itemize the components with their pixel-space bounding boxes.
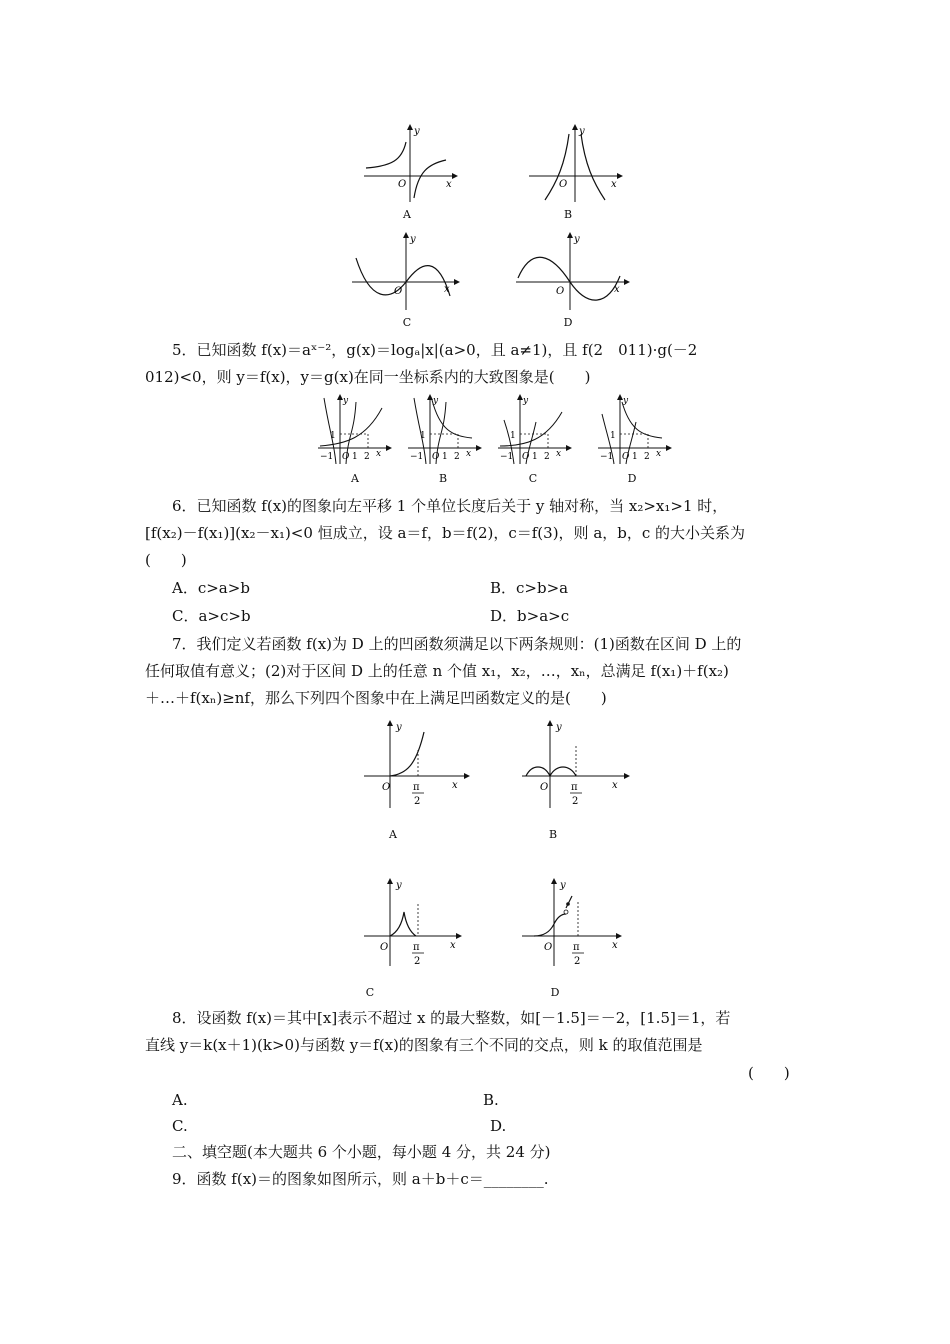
q5-graph-d	[596, 394, 672, 466]
svg-text:y: y	[396, 880, 402, 891]
svg-text:2: 2	[544, 452, 550, 462]
q5-label-c: C	[528, 472, 538, 485]
svg-text:x: x	[611, 179, 617, 190]
svg-text:π: π	[413, 942, 420, 953]
q8-option-d: D.	[490, 1117, 507, 1135]
svg-text:y: y	[574, 234, 580, 245]
svg-text:y: y	[433, 396, 439, 406]
q6-option-c: C．a>c>b	[172, 607, 251, 625]
svg-text:y: y	[410, 234, 416, 245]
svg-text:x: x	[612, 940, 618, 951]
svg-text:−1: −1	[600, 452, 614, 462]
svg-text:O: O	[544, 942, 553, 953]
q4-label-d: D	[563, 316, 573, 329]
svg-text:1: 1	[442, 452, 448, 462]
svg-text:2: 2	[414, 796, 421, 807]
q7-graph-a	[362, 720, 472, 810]
svg-text:y: y	[623, 396, 629, 406]
svg-text:−1: −1	[500, 452, 514, 462]
q7-line-3: ＋…＋f(xₙ)≥nf，那么下列四个图象中在上满足凹函数定义的是( )	[145, 689, 607, 707]
svg-text:y: y	[343, 396, 349, 406]
q6-option-d: D．b>a>c	[490, 607, 570, 625]
q7-line-2: 任何取值有意义；(2)对于区间 D 上的任意 n 个值 x₁，x₂，…，xₙ，总满足 f(x₁)＋f(x₂)	[145, 662, 729, 680]
svg-text:O: O	[432, 452, 440, 462]
svg-text:1: 1	[510, 431, 516, 441]
svg-text:π: π	[571, 782, 578, 793]
x-axis-label: x	[446, 179, 452, 190]
svg-text:−1: −1	[410, 452, 424, 462]
svg-text:x: x	[376, 449, 382, 459]
q4-graph-c	[350, 232, 460, 312]
svg-text:π: π	[573, 942, 580, 953]
svg-text:1: 1	[610, 431, 616, 441]
svg-text:2: 2	[644, 452, 650, 462]
q6-option-b: B．c>b>a	[490, 579, 569, 597]
q4-label-b: B	[563, 208, 573, 221]
svg-text:2: 2	[454, 452, 460, 462]
svg-text:x: x	[614, 284, 620, 295]
q5-label-d: D	[627, 472, 637, 485]
svg-text:O: O	[556, 286, 565, 297]
q5-graph-b	[406, 394, 482, 466]
q7-label-d: D	[550, 986, 560, 999]
svg-text:1: 1	[632, 452, 638, 462]
q4-label-c: C	[402, 316, 412, 329]
q6-option-a: A．c>a>b	[172, 579, 250, 597]
q8-option-b: B.	[483, 1091, 499, 1109]
q8-line-1: 8．设函数 f(x)＝其中[x]表示不超过 x 的最大整数，如[－1.5]＝－2，[1.5]＝1，若	[172, 1009, 731, 1027]
svg-text:O: O	[559, 179, 568, 190]
q4-graph-a	[362, 124, 458, 204]
y-axis-label: y	[414, 126, 420, 137]
q4-graph-d	[514, 232, 630, 312]
q9-text: 9．函数 f(x)＝的图象如图所示，则 a＋b＋c＝________.	[172, 1170, 549, 1188]
q5-graph-c	[496, 394, 572, 466]
svg-text:π: π	[413, 782, 420, 793]
q6-line-3: ( )	[145, 551, 187, 569]
svg-text:2: 2	[572, 796, 579, 807]
svg-text:y: y	[560, 880, 566, 891]
svg-text:2: 2	[414, 956, 421, 967]
svg-text:y: y	[523, 396, 529, 406]
svg-text:x: x	[612, 780, 618, 791]
q8-option-c: C.	[172, 1117, 188, 1135]
q4-graph-b	[527, 124, 623, 204]
q5-line-2: 012)<0，则 y＝f(x)，y＝g(x)在同一坐标系内的大致图象是( )	[145, 368, 591, 386]
q8-answer-paren: ( )	[748, 1064, 790, 1082]
q5-line-1: 5．已知函数 f(x)＝aˣ⁻²，g(x)＝logₐ|x|(a>0，且 a≠1)，且 f(2 011)·g(－2	[172, 341, 698, 359]
svg-text:O: O	[394, 286, 403, 297]
svg-text:y: y	[556, 722, 562, 733]
svg-text:2: 2	[364, 452, 370, 462]
q4-label-a: A	[403, 208, 411, 221]
svg-text:O: O	[382, 782, 391, 793]
section-2-title: 二、填空题(本大题共 6 个小题，每小题 4 分，共 24 分)	[172, 1143, 551, 1161]
svg-text:1: 1	[420, 431, 426, 441]
svg-text:1: 1	[532, 452, 538, 462]
svg-text:O: O	[380, 942, 389, 953]
svg-text:1: 1	[352, 452, 358, 462]
q7-graph-b	[520, 720, 632, 810]
q5-label-a: A	[351, 472, 359, 485]
svg-text:2: 2	[574, 956, 581, 967]
origin-label: O	[398, 179, 407, 190]
svg-text:O: O	[622, 452, 630, 462]
q8-line-2: 直线 y＝k(x＋1)(k>0)与函数 y＝f(x)的图象有三个不同的交点，则 k 的取值范围是	[145, 1036, 703, 1054]
svg-text:1: 1	[330, 431, 336, 441]
q6-line-2: [f(x₂)－f(x₁)](x₂－x₁)<0 恒成立，设 a＝f，b＝f(2)，c＝f(3)，则 a，b，c 的大小关系为	[145, 524, 746, 542]
svg-text:x: x	[656, 449, 662, 459]
svg-text:O: O	[540, 782, 549, 793]
q8-option-a: A.	[172, 1091, 188, 1109]
svg-text:y: y	[396, 722, 402, 733]
svg-text:O: O	[342, 452, 350, 462]
svg-text:x: x	[452, 780, 458, 791]
q7-label-c: C	[365, 986, 375, 999]
q7-label-a: A	[389, 828, 397, 841]
q7-line-1: 7．我们定义若函数 f(x)为 D 上的凹函数须满足以下两条规则：(1)函数在区间 D 上的	[172, 635, 742, 653]
q6-line-1: 6．已知函数 f(x)的图象向左平移 1 个单位长度后关于 y 轴对称，当 x₂>x₁>1 时，	[172, 497, 728, 515]
svg-text:x: x	[556, 449, 562, 459]
q7-label-b: B	[548, 828, 558, 841]
q5-graph-a	[316, 394, 392, 466]
svg-text:x: x	[466, 449, 472, 459]
svg-text:y: y	[579, 126, 585, 137]
svg-text:x: x	[450, 940, 456, 951]
q7-graph-c	[362, 876, 472, 968]
q5-label-b: B	[438, 472, 448, 485]
svg-text:O: O	[522, 452, 530, 462]
q7-graph-d	[520, 876, 632, 968]
svg-text:−1: −1	[320, 452, 334, 462]
svg-text:x: x	[444, 284, 450, 295]
